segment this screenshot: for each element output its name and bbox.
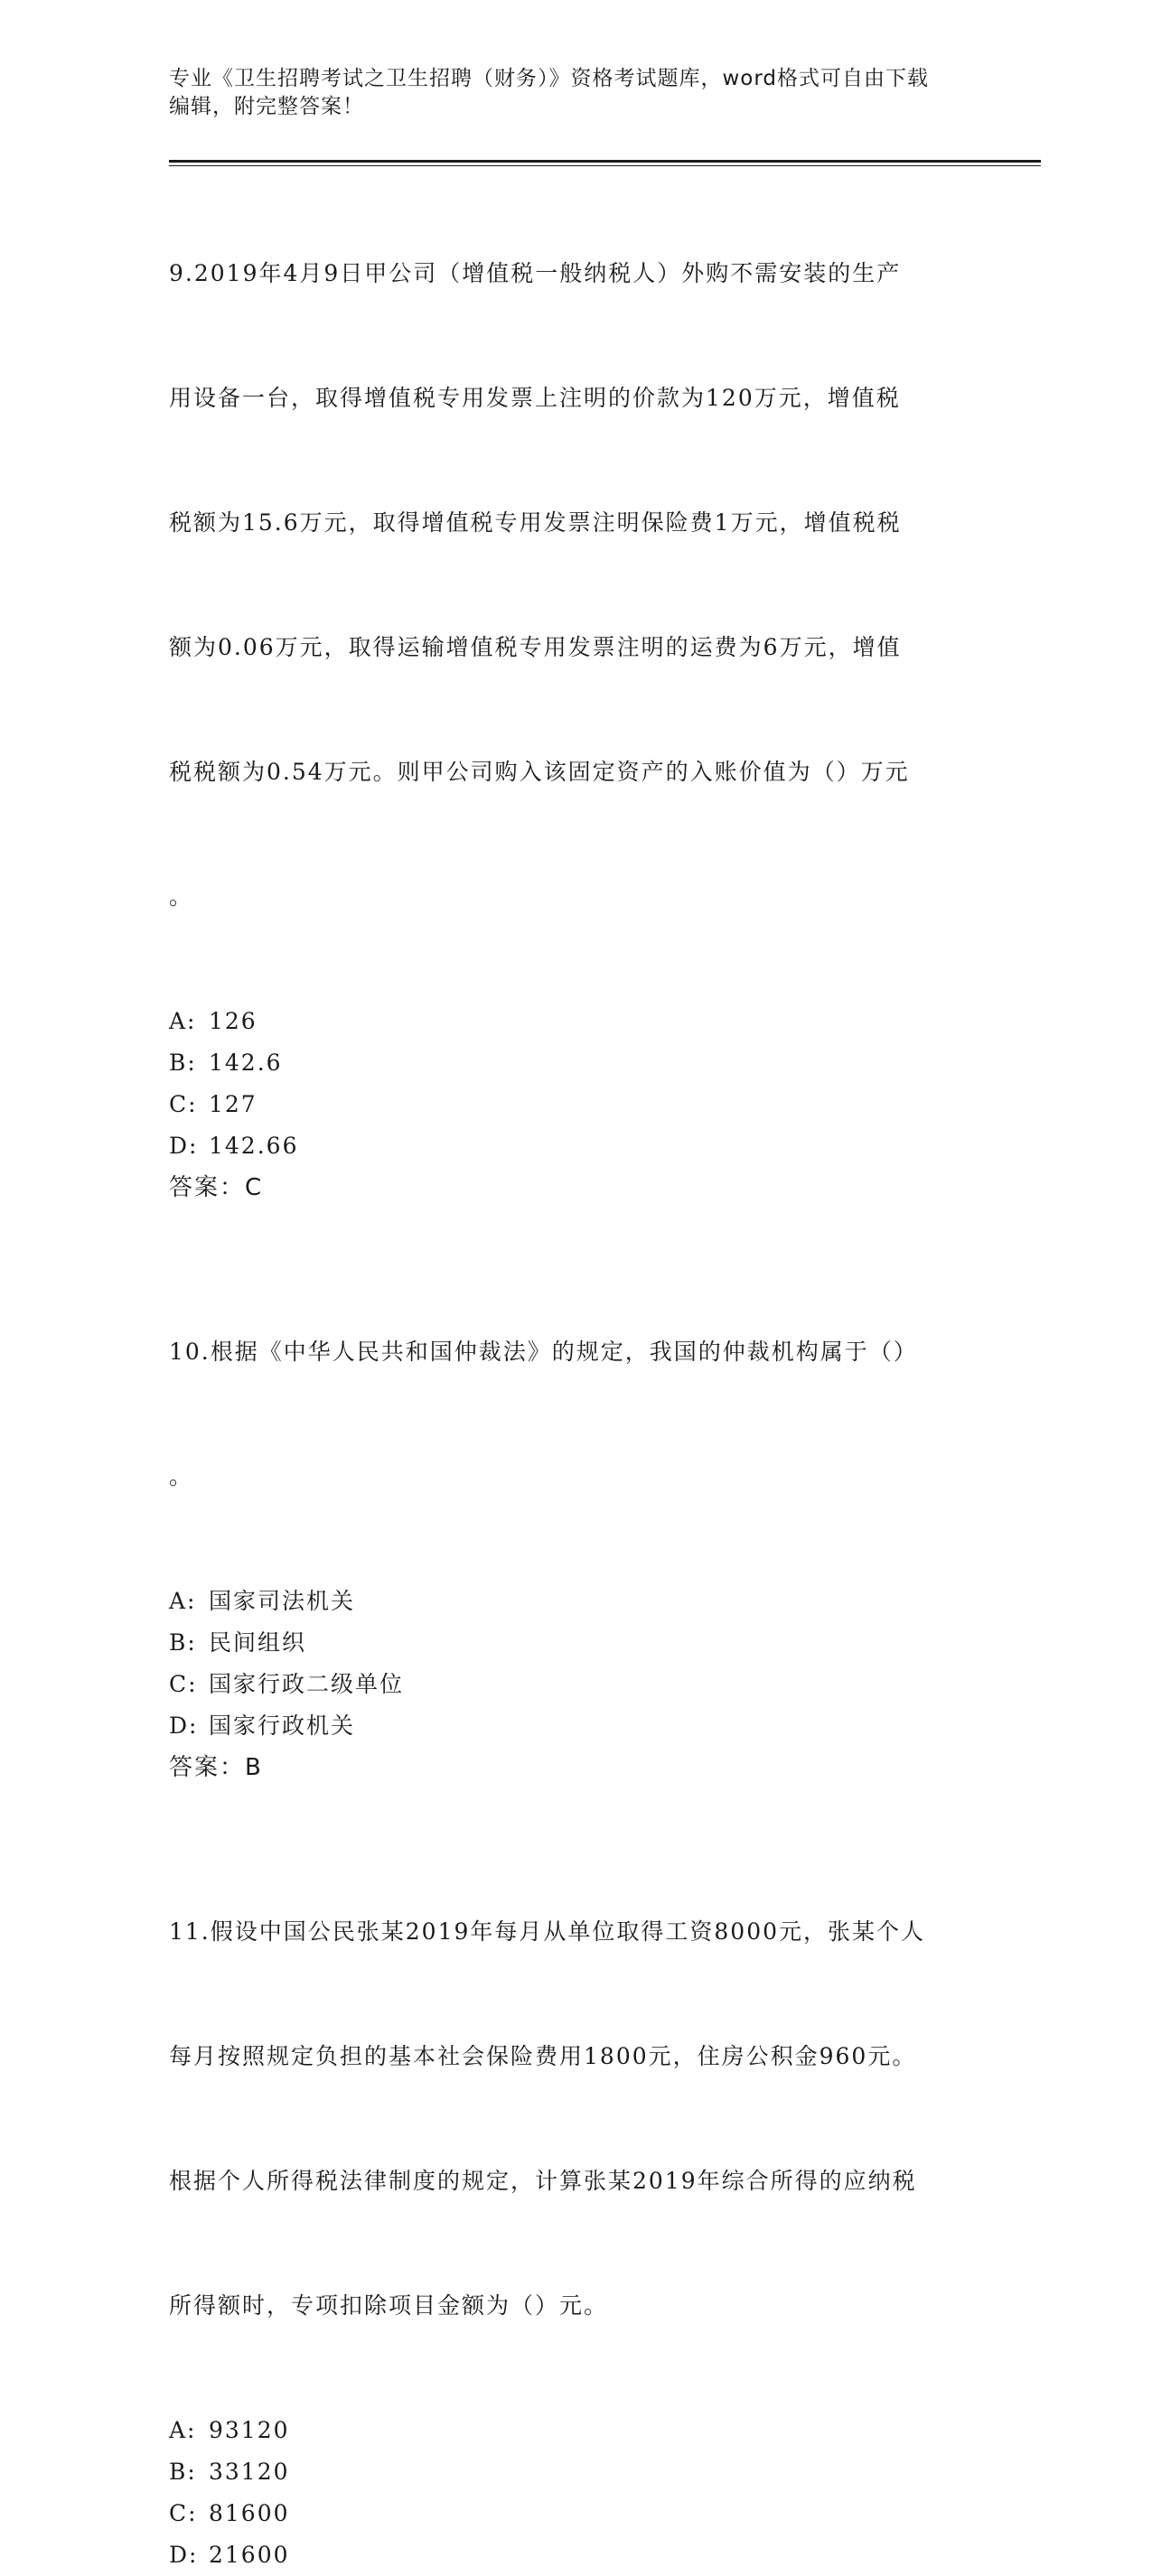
option-letter: A: <box>169 1008 197 1034</box>
option-a <box>169 1001 964 1042</box>
header-divider-thin <box>169 165 1041 166</box>
option-text: 93120 <box>209 2417 290 2443</box>
option-letter: C: <box>169 1091 198 1117</box>
option-c <box>169 1664 964 1705</box>
answer-label: 答案：C <box>169 1174 264 1201</box>
option-letter: D: <box>169 2542 199 2568</box>
document-header <box>169 65 982 121</box>
question-text-line: 。 <box>169 1463 194 1489</box>
option-text: 81600 <box>209 2500 290 2526</box>
header-line-2: 编辑，附完整答案！ <box>169 95 364 118</box>
option-text: 127 <box>209 1091 258 1117</box>
question-text-line: 9.2019年4月9日甲公司（增值税一般纳税人）外购不需安装的生产 <box>169 260 902 286</box>
option-b <box>169 1622 964 1664</box>
option-text: 33120 <box>209 2459 290 2485</box>
question-text <box>169 170 964 1001</box>
question-text-line: 。 <box>169 883 194 910</box>
option-a <box>169 2410 964 2451</box>
option-b <box>169 1042 964 1084</box>
question-text <box>169 1248 964 1581</box>
option-text: 民间组织 <box>209 1629 307 1656</box>
question-text-line: 用设备一台，取得增值税专用发票上注明的价款为120万元，增值税 <box>169 385 901 411</box>
question-text-line: 11.假设中国公民张某2019年每月从单位取得工资8000元，张某个人 <box>169 1918 926 1945</box>
option-letter: A: <box>169 2417 197 2443</box>
option-letter: D: <box>169 1133 199 1159</box>
option-letter: D: <box>169 1713 199 1739</box>
option-c <box>169 2493 964 2534</box>
option-letter: C: <box>169 1671 198 1697</box>
question-11 <box>169 1828 964 2576</box>
option-d <box>169 1125 964 1167</box>
question-text-line: 税税额为0.54万元。则甲公司购入该固定资产的入账价值为（）万元 <box>169 759 910 785</box>
option-text: 21600 <box>209 2542 290 2568</box>
question-text-line: 10.根据《中华人民共和国仲裁法》的规定，我国的仲裁机构属于（） <box>169 1339 918 1365</box>
option-b <box>169 2451 964 2493</box>
option-d <box>169 1705 964 1747</box>
question-10 <box>169 1248 964 1788</box>
answer-label: 答案：B <box>169 1754 263 1781</box>
question-text-line: 额为0.06万元，取得运输增值税专用发票注明的运费为6万元，增值 <box>169 634 902 660</box>
option-text: 国家行政二级单位 <box>209 1671 405 1697</box>
question-text <box>169 1828 964 2410</box>
header-line-1: 专业《卫生招聘考试之卫生招聘（财务）》资格考试题库，word格式可自由下载 <box>169 67 930 90</box>
option-text: 国家司法机关 <box>209 1588 356 1614</box>
option-d <box>169 2534 964 2576</box>
option-text: 126 <box>209 1008 258 1034</box>
option-letter: A: <box>169 1588 197 1614</box>
option-text: 国家行政机关 <box>209 1713 356 1739</box>
option-letter: B: <box>169 2459 197 2485</box>
question-text-line: 所得额时，专项扣除项目金额为（）元。 <box>169 2292 609 2319</box>
option-letter: B: <box>169 1629 197 1656</box>
question-list <box>169 170 964 2576</box>
question-9 <box>169 170 964 1209</box>
option-a <box>169 1581 964 1622</box>
question-spacer <box>169 1209 964 1248</box>
option-text: 142.66 <box>209 1133 299 1159</box>
question-text-line: 税额为15.6万元，取得增值税专用发票注明保险费1万元，增值税税 <box>169 509 902 536</box>
question-text-line: 每月按照规定负担的基本社会保险费用1800元，住房公积金960元。 <box>169 2043 917 2069</box>
header-divider-thick <box>169 160 1041 163</box>
option-text: 142.6 <box>209 1050 283 1076</box>
question-spacer <box>169 1788 964 1828</box>
option-letter: C: <box>169 2500 198 2526</box>
option-c <box>169 1084 964 1125</box>
option-letter: B: <box>169 1050 197 1076</box>
question-text-line: 根据个人所得税法律制度的规定，计算张某2019年综合所得的应纳税 <box>169 2168 917 2194</box>
